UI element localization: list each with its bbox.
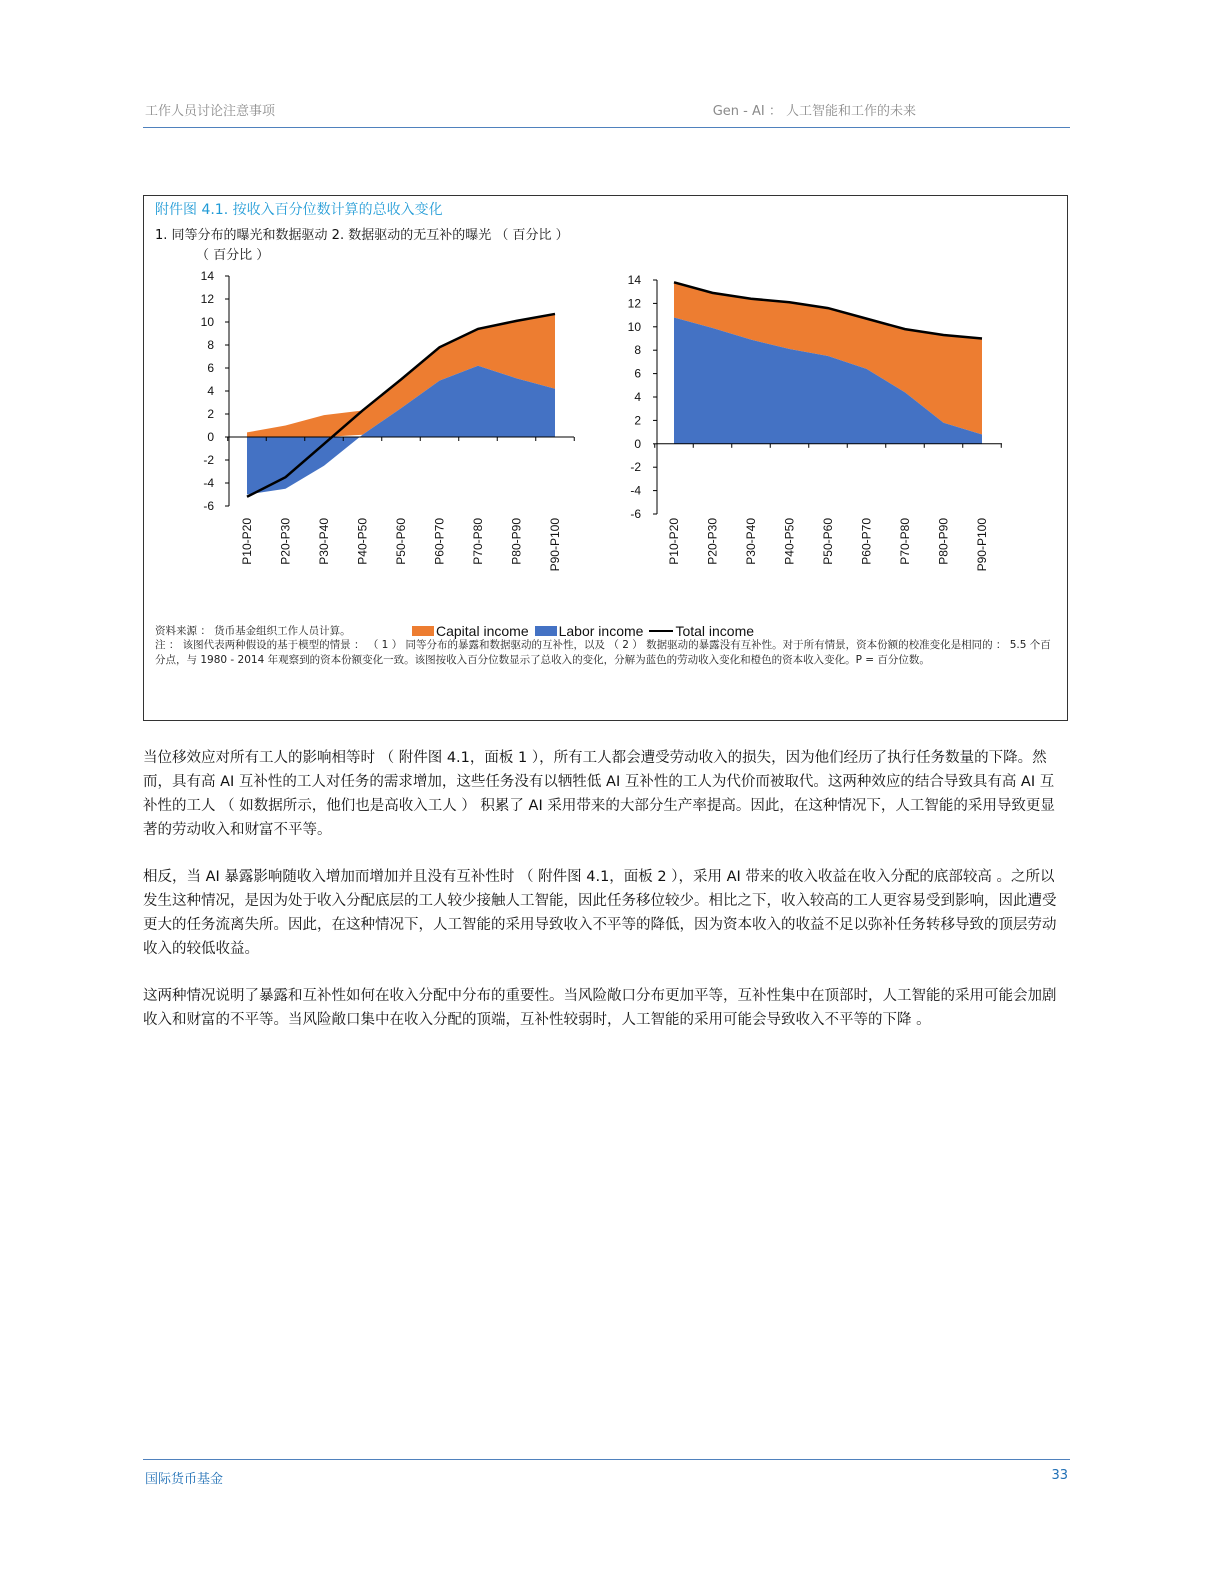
panel1-y-tick-label: -4 (203, 476, 214, 490)
panel2-y-tick-label: 2 (634, 413, 641, 428)
panel1-y-tick-label: 14 (200, 269, 214, 283)
figure-box (143, 195, 1068, 721)
legend-labor (535, 623, 644, 639)
panel1-y-tick-label: 12 (200, 292, 214, 306)
header-right: Gen - AI ： 人工智能和工作的未来 (712, 104, 916, 119)
panel2-y-tick-label: 14 (627, 273, 641, 287)
panel1-y-tick-label: -2 (203, 453, 214, 467)
figure-note: 注 ： 该图代表两种假设的基于模型的情景 ： （ 1 ） 同等分布的暴露和数据驱动的互补性，以及 （ 2 ） 数据驱动的暴露没有互补性。对于所有情景，资本份额的校准变化是相同的 ： 5.5 个百分点，与 1980 - 2014 年观察到的资本份额变化一致。该图按收入百分位数显示了总收入的变化，分解为蓝色的劳动收入变化和橙色的资本收入变化。P = 百分位数。 (155, 639, 1051, 666)
panel1-y-tick-label: 6 (207, 361, 214, 375)
panel2-x-tick-label: P60-P70 (859, 518, 874, 565)
panel1-x-tick-label: P80-P90 (509, 518, 524, 565)
legend-capital-label: Capital income (436, 623, 529, 639)
figure-title: 附件图 4.1. 按收入百分位数计算的总收入变化 (155, 202, 443, 218)
panel1-x-tick-label: P50-P60 (394, 518, 408, 565)
legend-total-label: Total income (675, 623, 755, 639)
panel2-y-tick-label: 6 (634, 366, 641, 381)
panel1-x-tick-label: P20-P30 (278, 518, 293, 565)
panel1-x-tick-label: P90-P100 (548, 518, 562, 572)
legend-total (649, 623, 754, 639)
panel2-y-tick-label: 10 (627, 319, 641, 334)
legend-capital (412, 623, 529, 639)
header-rule (143, 127, 1070, 128)
panel1-y-tick-label: 0 (207, 430, 214, 444)
figure-source: 资料来源 ： 货币基金组织工作人员计算。 (155, 625, 351, 637)
capital-swatch (412, 626, 434, 636)
panel1-y-tick-label: 4 (207, 384, 214, 398)
chart-legend (412, 623, 754, 639)
paragraph-2: 相反，当 AI 暴露影响随收入增加而增加并且没有互补性时 （ 附件图 4.1，面板 2 ），采用 AI 带来的收入收益在收入分配的底部较高 。之所以发生这种情况，是因为处于收入分配底层的工人较少接触人工智能，因此任务移位较少。相比之下，收入较高的工人更容易受到影响，因此遭受更大的任务流离失所。因此，在这种情况下，人工智能的采用导致收入不平等的降低，因为资本收入的收益不足以弥补任务转移导致的顶层劳动收入的较低收益。 (143, 869, 1057, 957)
panel2-y-tick-label: -6 (630, 507, 641, 521)
panel2-x-tick-label: P40-P50 (782, 518, 797, 565)
panel1-x-tick-label: P40-P50 (355, 518, 370, 565)
total-line-swatch (649, 630, 673, 632)
legend-labor-label: Labor income (558, 623, 644, 639)
panel1-y-tick-label: 2 (207, 407, 214, 421)
panel1-x-tick-label: P60-P70 (432, 518, 447, 565)
panel2-y-tick-label: -4 (630, 483, 641, 498)
panel-unit: （ 百分比 ） (196, 248, 270, 263)
footer-rule (143, 1459, 1070, 1460)
panel1-y-tick-label: 8 (207, 338, 214, 352)
panel2-x-tick-label: P90-P100 (975, 518, 989, 572)
panel2-y-tick-label: 8 (634, 343, 641, 358)
panel2-y-tick-label: 12 (627, 296, 641, 311)
panel2-x-tick-label: P30-P40 (744, 518, 758, 565)
panel2-y-tick-label: 4 (634, 390, 641, 404)
panel2-x-tick-label: P10-P20 (667, 518, 681, 565)
panel1-x-tick-label: P30-P40 (317, 518, 331, 565)
paragraph-1: 当位移效应对所有工人的影响相等时 （ 附件图 4.1，面板 1 ），所有工人都会遭受劳动收入的损失，因为他们经历了执行任务数量的下降。然而，具有高 AI 互补性的工人对任务的需求增加，这些任务没有以牺牲低 AI 互补性的工人为代价而被取代。这两种效应的结合导致具有高 AI 互补性的工人 （ 如数据所示，他们也是高收入工人 ） 积累了 AI 采用带来的大部分生产率提高。因此，在这种情况下，人工智能的采用导致更显著的劳动收入和财富不平等。 (143, 750, 1055, 838)
panel2-x-tick-label: P50-P60 (821, 518, 835, 565)
panel2-y-tick-label: -2 (630, 460, 641, 475)
panel1-x-tick-label: P10-P20 (240, 518, 254, 565)
page-number: 33 (1051, 1468, 1068, 1483)
header-left: 工作人员讨论注意事项 (145, 104, 276, 119)
paragraph-3: 这两种情况说明了暴露和互补性如何在收入分配中分布的重要性。当风险敞口分布更加平等，互补性集中在顶部时，人工智能的采用可能会加剧收入和财富的不平等。当风险敞口集中在收入分配的顶端，互补性较弱时，人工智能的采用可能会导致收入不平等的下降 。 (143, 988, 1057, 1028)
footer-left: 国际货币基金 (145, 1472, 224, 1487)
panel2-x-tick-label: P20-P30 (705, 518, 720, 565)
labor-swatch (535, 626, 557, 636)
panel1-y-tick-label: 10 (200, 315, 214, 329)
panel1-y-tick-label: -6 (203, 499, 214, 513)
panel2-y-tick-label: 0 (634, 436, 641, 451)
panel2-x-tick-label: P80-P90 (936, 518, 951, 565)
panel1-x-tick-label: P70-P80 (471, 518, 485, 565)
panel2-x-tick-label: P70-P80 (898, 518, 912, 565)
panel-titles: 1. 同等分布的曝光和数据驱动 2. 数据驱动的无互补的曝光 （ 百分比 ） (155, 228, 569, 243)
